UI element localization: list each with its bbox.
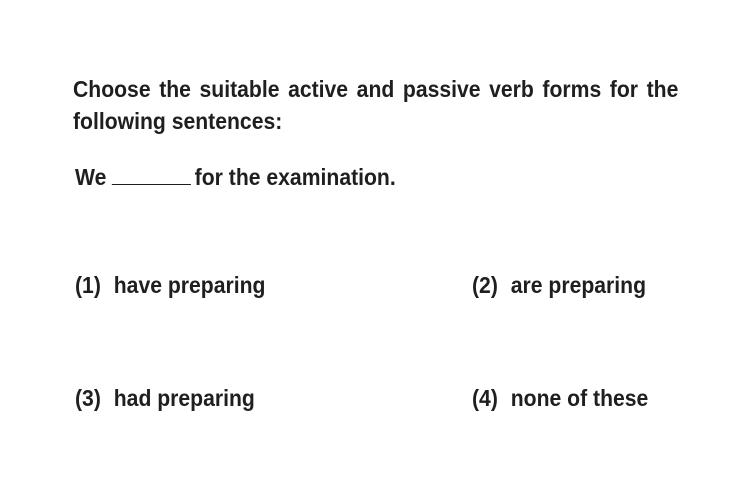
sentence-start: We [75, 164, 107, 190]
question-sentence [75, 162, 396, 192]
fill-in-blank [112, 164, 191, 185]
option-4[interactable] [472, 383, 648, 413]
question-instruction [73, 73, 679, 137]
option-number: (3) [75, 385, 101, 411]
option-1[interactable] [75, 270, 265, 300]
option-2[interactable] [472, 270, 646, 300]
sentence-end: for the examination. [194, 164, 396, 190]
instruction-line-1: Choose the suitable active and passive verb forms for the [73, 76, 679, 102]
option-3[interactable] [75, 383, 255, 413]
option-number: (2) [472, 272, 498, 298]
option-text: have preparing [113, 272, 266, 298]
option-number: (4) [472, 385, 498, 411]
option-text: none of these [510, 385, 649, 411]
option-number: (1) [75, 272, 101, 298]
instruction-line-2: following sentences: [73, 108, 283, 134]
option-text: are preparing [510, 272, 646, 298]
option-text: had preparing [113, 385, 255, 411]
